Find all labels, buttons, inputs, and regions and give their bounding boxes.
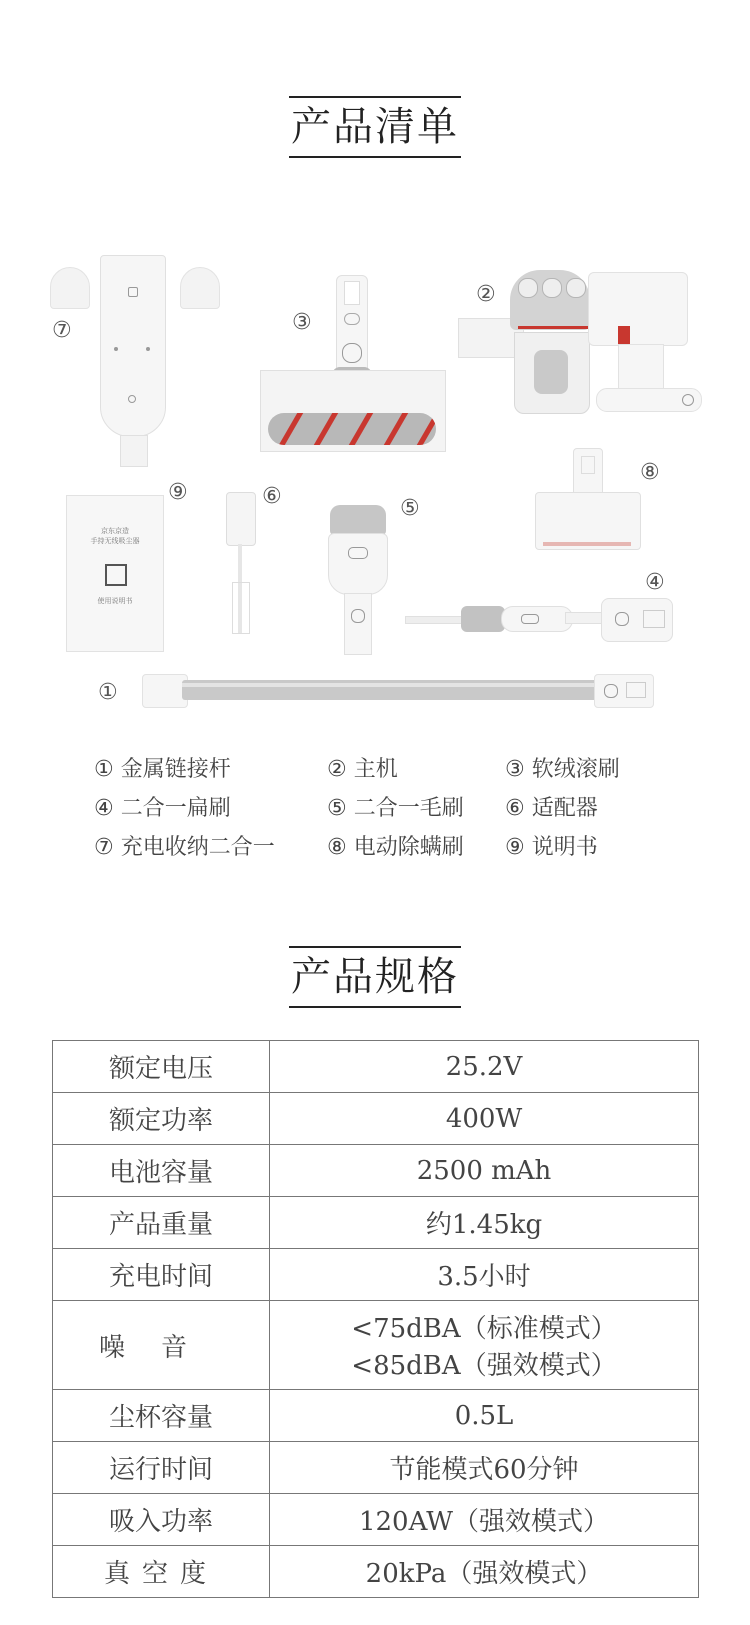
legend-item: ⑥ 适配器 [505, 796, 598, 821]
table-row [53, 1249, 699, 1301]
marker-3: ③ [292, 310, 312, 335]
spec-value: 20kPa（强效模式） [270, 1546, 699, 1598]
spec-key: 噪音 [53, 1301, 270, 1390]
table-row [53, 1041, 699, 1093]
table-row [53, 1301, 699, 1390]
spec-key: 额定功率 [53, 1093, 270, 1145]
mite-brush-image [535, 448, 641, 553]
table-row [53, 1442, 699, 1494]
table-row [53, 1390, 699, 1442]
legend-item: ④ 二合一扁刷 [94, 796, 231, 821]
legend-col-3 [505, 750, 620, 867]
marker-8: ⑧ [640, 460, 660, 485]
marker-1: ① [98, 680, 118, 705]
spec-value: 400W [270, 1093, 699, 1145]
legend-item: ② 主机 [327, 757, 398, 782]
table-row [53, 1145, 699, 1197]
charging-dock-image [50, 255, 220, 470]
marker-7: ⑦ [52, 318, 72, 343]
table-row [53, 1197, 699, 1249]
legend-item: ⑦ 充电收纳二合一 [94, 835, 275, 860]
qr-code-icon [105, 564, 127, 586]
spec-value-line: <75dBA（标准模式） [351, 1314, 617, 1344]
spec-value: 0.5L [270, 1390, 699, 1442]
marker-6: ⑥ [262, 484, 282, 509]
table-row [53, 1494, 699, 1546]
bristle-brush-image [328, 505, 388, 655]
list-title-wrap [0, 96, 750, 158]
spec-key: 产品重量 [53, 1197, 270, 1249]
spec-value [270, 1301, 699, 1390]
legend-item: ⑧ 电动除螨刷 [327, 835, 464, 860]
spec-table [52, 1040, 699, 1598]
marker-2: ② [476, 282, 496, 307]
spec-key: 真空度 [53, 1546, 270, 1598]
table-row [53, 1093, 699, 1145]
spec-value: 3.5小时 [270, 1249, 699, 1301]
spec-key: 尘杯容量 [53, 1390, 270, 1442]
spec-value-line: <85dBA（强效模式） [351, 1351, 617, 1381]
spec-value: 节能模式60分钟 [270, 1442, 699, 1494]
legend-col-2 [327, 750, 464, 867]
spec-key: 额定电压 [53, 1041, 270, 1093]
legend-item: ① 金属链接杆 [94, 757, 231, 782]
spec-key: 电池容量 [53, 1145, 270, 1197]
legend-item: ⑨ 说明书 [505, 835, 598, 860]
spec-title: 产品规格 [289, 946, 461, 1008]
soft-roller-brush-image [260, 275, 446, 455]
manual-image [66, 495, 164, 652]
spec-key: 运行时间 [53, 1442, 270, 1494]
list-title: 产品清单 [289, 96, 461, 158]
spec-key: 充电时间 [53, 1249, 270, 1301]
metal-tube-image [142, 674, 654, 708]
flat-brush-image [405, 598, 675, 642]
marker-4: ④ [645, 570, 665, 595]
legend-item: ⑤ 二合一毛刷 [327, 796, 464, 821]
legend-col-1 [94, 750, 275, 867]
legend-item: ③ 软绒滚刷 [505, 757, 620, 782]
table-row [53, 1546, 699, 1598]
spec-key: 吸入功率 [53, 1494, 270, 1546]
spec-value: 25.2V [270, 1041, 699, 1093]
spec-title-wrap [0, 946, 750, 1008]
spec-value: 120AW（强效模式） [270, 1494, 699, 1546]
marker-5: ⑤ [400, 496, 420, 521]
manual-brand: 京东京造 [101, 527, 129, 535]
spec-value: 2500 mAh [270, 1145, 699, 1197]
spec-value: 约1.45kg [270, 1197, 699, 1249]
manual-label: 使用说明书 [97, 597, 133, 605]
manual-product: 手持无线吸尘器 [90, 537, 140, 545]
adapter-image [212, 492, 258, 642]
marker-9: ⑨ [168, 480, 188, 505]
